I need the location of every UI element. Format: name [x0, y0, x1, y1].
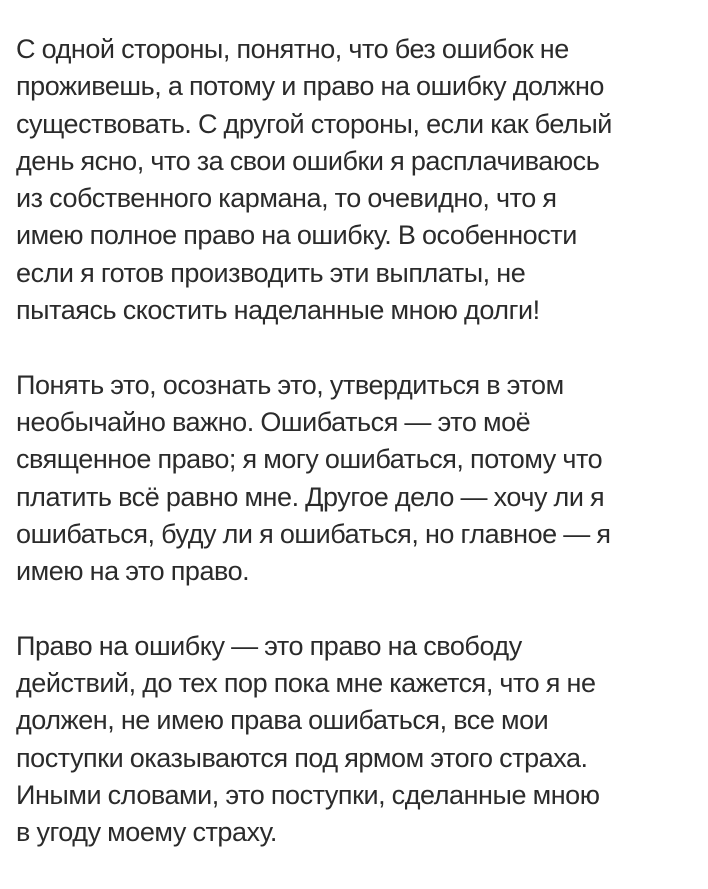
text-line: необычайно важно. Ошибаться — это моё	[16, 406, 531, 437]
text-line: проживешь, а потому и право на ошибку должно	[16, 71, 604, 102]
text-line: платить всё равно мне. Другое дело — хочу ли я	[16, 481, 605, 512]
text-line: Право на ошибку — это право на свободу	[16, 630, 522, 661]
text-line: имею полное право на ошибку. В особенности	[16, 220, 577, 251]
paragraph-3	[16, 628, 700, 852]
text-line: поступки оказываются под ярмом этого страха.	[16, 742, 588, 773]
text-line: день ясно, что за свои ошибки я расплачиваюсь	[16, 145, 600, 176]
text-line: действий, до тех пор пока мне кажется, что я не	[16, 668, 596, 699]
text-line: в угоду моему страху.	[16, 817, 277, 848]
text-line: С одной стороны, понятно, что без ошибок не	[16, 34, 569, 64]
text-line: имею на это право.	[16, 556, 250, 587]
text-line: ошибаться, буду ли я ошибаться, но главное — я	[16, 518, 611, 549]
text-line: существовать. С другой стороны, если как белый	[16, 108, 612, 139]
text-line: пытаясь скостить наделанные мною долги!	[16, 295, 540, 326]
paragraph-2	[16, 367, 700, 591]
text-line: священное право; я могу ошибаться, потому что	[16, 444, 603, 475]
text-line: должен, не имею права ошибаться, все мои	[16, 705, 549, 736]
text-line: Понять это, осознать это, утвердиться в этом	[16, 369, 564, 400]
text-line: из собственного кармана, то очевидно, что я	[16, 183, 557, 214]
text-line: Иными словами, это поступки, сделанные мною	[16, 779, 600, 810]
paragraph-1	[16, 31, 700, 329]
text-line: если я готов производить эти выплаты, не	[16, 257, 526, 288]
article-text	[16, 31, 700, 889]
